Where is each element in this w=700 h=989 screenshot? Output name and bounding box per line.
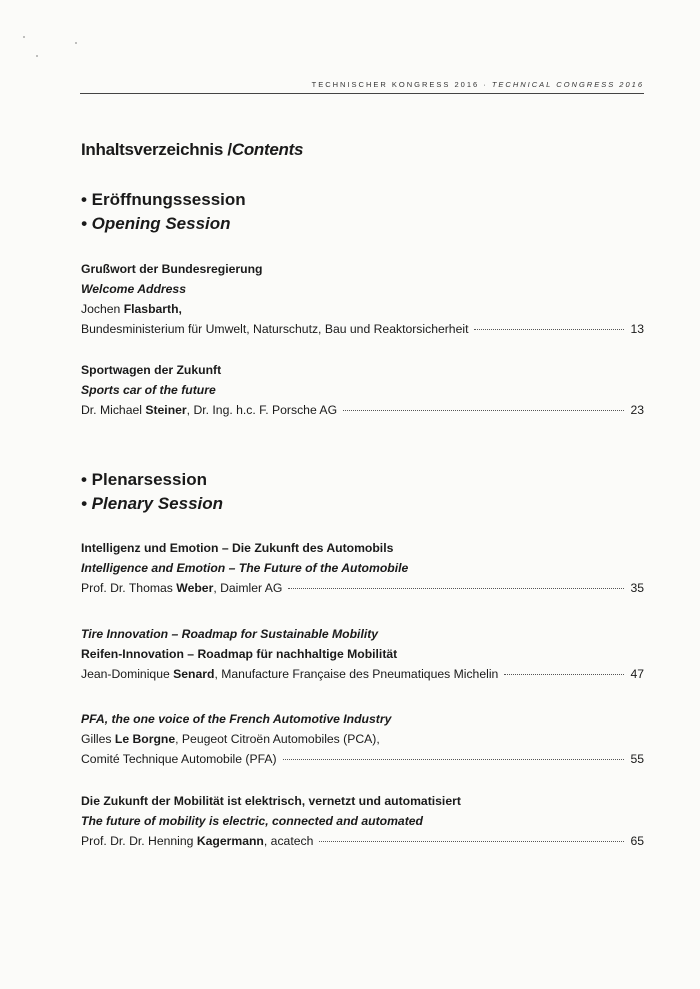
entry-title-de: Die Zukunft der Mobilität ist elektrisch, vernetzt und automatisiert (81, 794, 461, 808)
author-surname: Kagermann (196, 834, 264, 848)
entry-author-line (81, 578, 644, 598)
author-surname: Le Borgne (114, 732, 176, 746)
running-header (312, 80, 644, 89)
toc-title-de: Inhaltsverzeichnis / (81, 140, 232, 159)
scan-speck (36, 55, 38, 57)
dot-leader (283, 758, 624, 760)
entry-title-de: Intelligenz und Emotion – Die Zukunft des Automobils (81, 541, 394, 555)
session-title-de: • Plenarsession (81, 470, 207, 489)
session-title-en: • Plenary Session (81, 494, 224, 513)
dot-leader (343, 409, 624, 411)
entry-author: Dr. Michael Steiner, Dr. Ing. h.c. F. Porsche AG (81, 403, 338, 417)
dot-leader (504, 673, 624, 675)
entry-page-number: 47 (630, 667, 644, 681)
scan-speck (75, 42, 77, 44)
entry-title-de: Reifen-Innovation – Roadmap für nachhaltige Mobilität (81, 647, 398, 661)
entry-title-en: PFA, the one voice of the French Automotive Industry (81, 712, 392, 726)
author-surname: Senard (173, 667, 215, 681)
session-heading-plenary (81, 468, 223, 516)
author-surname: Steiner (145, 403, 187, 417)
dot-leader (474, 328, 624, 330)
author-surname: Flasbarth, (123, 302, 182, 316)
author-surname: Weber (176, 581, 214, 595)
entry-page-number: 23 (630, 403, 644, 417)
toc-entry-tire-innovation[interactable] (81, 624, 644, 684)
dot-leader (319, 840, 624, 842)
entry-page-number: 55 (630, 752, 644, 766)
entry-title-en: Tire Innovation – Roadmap for Sustainable Mobility (81, 627, 379, 641)
entry-affiliation-line (81, 749, 644, 769)
entry-affiliation-line (81, 319, 644, 339)
toc-title-en: Contents (231, 140, 304, 159)
entry-title-en: Welcome Address (81, 282, 186, 296)
entry-title-en: Intelligence and Emotion – The Future of the Automobile (81, 561, 409, 575)
header-rule (80, 93, 644, 94)
entry-author: Prof. Dr. Thomas Weber, Daimler AG (81, 581, 283, 595)
entry-author: Gilles Le Borgne, Peugeot Citroën Automobiles (PCA), (81, 732, 380, 746)
toc-entry-future-mobility[interactable] (81, 791, 644, 851)
toc-entry-sports-car[interactable] (81, 360, 644, 420)
entry-author: Jochen Flasbarth, (81, 302, 182, 316)
toc-entry-intelligence-emotion[interactable] (81, 538, 644, 598)
toc-entry-welcome-address[interactable] (81, 259, 644, 339)
entry-affiliation: Bundesministerium für Umwelt, Naturschutz, Bau und Reaktorsicherheit (81, 322, 469, 336)
entry-page-number: 35 (630, 581, 644, 595)
entry-author-line (81, 400, 644, 420)
scan-speck (23, 36, 25, 38)
toc-entry-pfa[interactable] (81, 709, 644, 769)
entry-title-de: Grußwort der Bundesregierung (81, 262, 263, 276)
entry-title-en: Sports car of the future (81, 383, 216, 397)
entry-title-en: The future of mobility is electric, connected and automated (81, 814, 423, 828)
entry-title-de: Sportwagen der Zukunft (81, 363, 222, 377)
entry-author: Prof. Dr. Dr. Henning Kagermann, acatech (81, 834, 314, 848)
session-heading-opening (81, 188, 246, 236)
entry-page-number: 13 (630, 322, 644, 336)
running-header-en: TECHNICAL CONGRESS 2016 (491, 80, 644, 89)
entry-author-line (81, 664, 644, 684)
entry-author: Jean-Dominique Senard, Manufacture Française des Pneumatiques Michelin (81, 667, 499, 681)
session-title-en: • Opening Session (81, 214, 231, 233)
entry-affiliation: Comité Technique Automobile (PFA) (81, 752, 277, 766)
toc-title (81, 140, 303, 160)
session-title-de: • Eröffnungssession (81, 190, 246, 209)
entry-page-number: 65 (630, 834, 644, 848)
entry-author-line (81, 831, 644, 851)
running-header-de: TECHNISCHER KONGRESS 2016 · (311, 80, 492, 89)
dot-leader (288, 587, 624, 589)
